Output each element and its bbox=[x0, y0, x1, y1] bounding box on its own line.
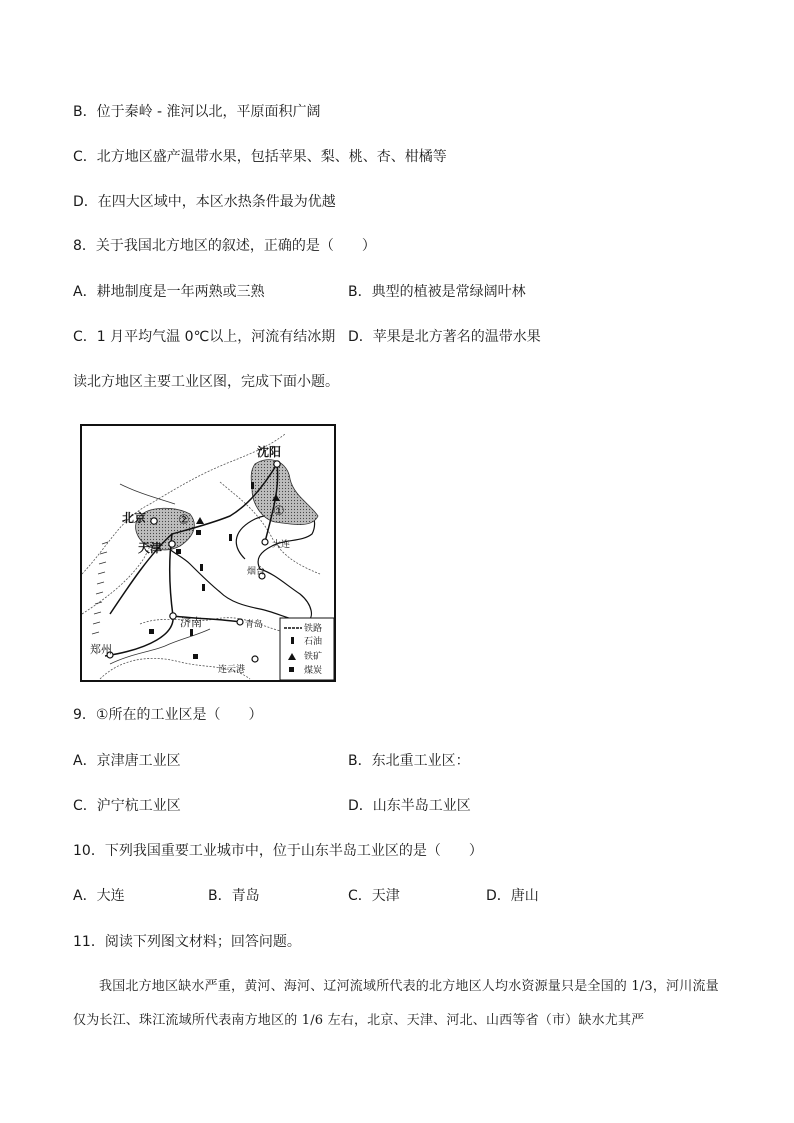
option-b-prev: B．位于秦岭 - 淮河以北，平原面积广阔 bbox=[73, 104, 321, 120]
question-9-option-a: A．京津唐工业区 bbox=[73, 753, 181, 769]
question-8-option-d: D．苹果是北方著名的温带水果 bbox=[348, 329, 541, 345]
question-9-option-b: B．东北重工业区： bbox=[348, 753, 470, 769]
question-8-option-c: C．1 月平均气温 0℃以上，河流有结冰期 bbox=[73, 329, 336, 345]
region-marker-one: ① bbox=[273, 504, 285, 519]
question-11-paragraph: 我国北方地区缺水严重，黄河、海河、辽河流域所代表的北方地区人均水资源量只是全国的 1/3，河川流量仅为长江、珠江流域所代表南方地区的 1/6 左右，北京、天津、河北、山西等省（市）缺水尤其严 bbox=[73, 979, 719, 1028]
question-9-option-c: C．沪宁杭工业区 bbox=[73, 798, 181, 814]
city-label-jinan: 济南 bbox=[180, 616, 202, 629]
question-11-stem: 11．阅读下列图文材料；回答问题。 bbox=[73, 934, 301, 950]
question-8-option-b: B．典型的植被是常绿阔叶林 bbox=[348, 284, 526, 300]
question-9-option-d: D．山东半岛工业区 bbox=[348, 798, 471, 814]
legend-coal: 煤炭 bbox=[304, 666, 323, 676]
question-10-stem: 10．下列我国重要工业城市中，位于山东半岛工业区的是（ ） bbox=[73, 843, 483, 859]
question-10-option-b: B．青岛 bbox=[208, 888, 260, 904]
city-label-shenyang: 沈阳 bbox=[257, 445, 282, 459]
legend-railway: 铁路 bbox=[304, 624, 323, 634]
region-marker-two: ② bbox=[178, 513, 190, 528]
question-10-option-d: D．唐山 bbox=[486, 888, 539, 904]
question-9-stem: 9．①所在的工业区是（ ） bbox=[73, 707, 263, 723]
legend-iron: 铁矿 bbox=[304, 652, 323, 662]
city-label-yantai: 烟台 bbox=[247, 567, 266, 577]
city-label-beijing: 北京 bbox=[122, 511, 147, 525]
map-legend bbox=[280, 618, 334, 680]
city-label-dalian: 大连 bbox=[272, 540, 291, 550]
question-8-stem: 8．关于我国北方地区的叙述，正确的是（ ） bbox=[73, 238, 376, 254]
industrial-region-map bbox=[80, 424, 336, 682]
option-d-prev: D．在四大区域中，本区水热条件最为优越 bbox=[73, 194, 336, 210]
city-label-lianyungang: 连云港 bbox=[218, 665, 246, 675]
option-c-prev: C．北方地区盛产温带水果，包括苹果、梨、桃、杏、柑橘等 bbox=[73, 149, 447, 165]
question-10-option-c: C．天津 bbox=[348, 888, 400, 904]
map-intro: 读北方地区主要工业区图，完成下面小题。 bbox=[73, 374, 339, 390]
city-label-qingdao: 青岛 bbox=[245, 620, 264, 630]
city-label-tianjin: 天津 bbox=[138, 541, 163, 555]
question-10-option-a: A．大连 bbox=[73, 888, 125, 904]
question-8-option-a: A．耕地制度是一年两熟或三熟 bbox=[73, 284, 265, 300]
legend-oil: 石油 bbox=[304, 637, 323, 647]
city-label-zhengzhou: 郑州 bbox=[90, 643, 112, 656]
